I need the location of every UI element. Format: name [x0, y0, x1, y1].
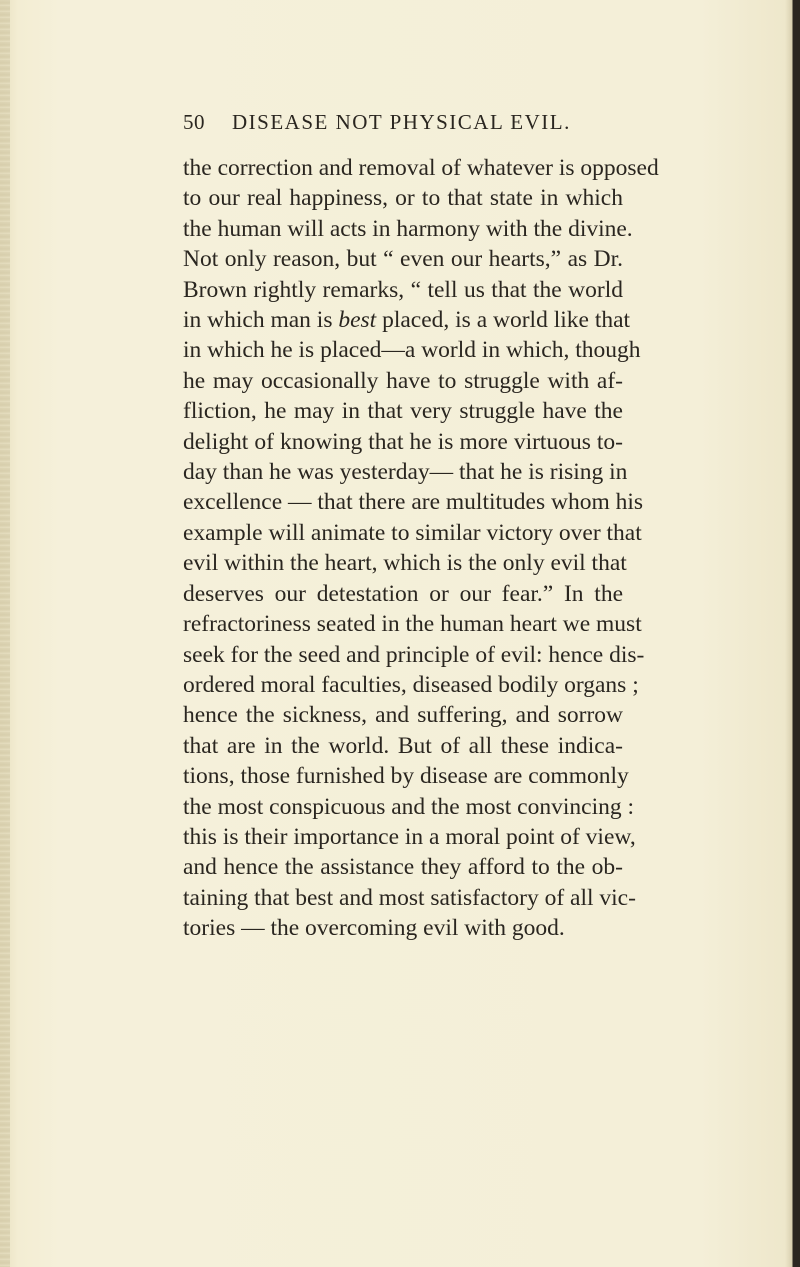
text-line: that are in the world. But of all these indica-	[183, 732, 623, 759]
text-line: the correction and removal of whatever is opposed	[183, 155, 659, 181]
text-line: fliction, he may in that very struggle have the	[183, 398, 623, 425]
text-span: placed, is a world like that	[376, 307, 631, 334]
text-line: the most conspicuous and the most convincing :	[183, 793, 635, 820]
text-line: in which he is placed—a world in which, though	[183, 337, 641, 364]
text-line: Not only reason, but “ even our hearts,” as Dr.	[183, 246, 623, 273]
text-line: tories — the overcoming evil with good.	[183, 915, 565, 942]
running-head: DISEASE NOT PHYSICAL EVIL.	[232, 110, 571, 134]
text-line: the human will acts in harmony with the divine.	[183, 215, 633, 242]
text-line: excellence — that there are multitudes whom his	[183, 489, 644, 516]
text-line: evil within the heart, which is the only evil that	[183, 550, 627, 577]
text-line: he may occasionally have to struggle with af-	[183, 367, 623, 394]
text-line: seek for the seed and principle of evil: hence dis-	[183, 641, 645, 668]
text-line: refractoriness seated in the human heart we must	[183, 611, 642, 638]
text-line: deserves our detestation or our fear.” In the	[183, 580, 623, 607]
page-number: 50	[183, 110, 205, 134]
page-header	[183, 110, 623, 140]
text-line: tions, those furnished by disease are commonly	[183, 763, 629, 790]
text-line: to our real happiness, or to that state in which	[183, 185, 623, 212]
emphasis-best: best	[338, 307, 377, 334]
text-line: this is their importance in a moral point of view,	[183, 823, 636, 850]
text-line	[183, 305, 631, 335]
text-line: hence the sickness, and suffering, and sorrow	[183, 702, 623, 729]
body-text	[183, 153, 659, 944]
text-line: delight of knowing that he is more virtuous to-	[183, 428, 623, 455]
text-span: in which man is	[183, 307, 339, 334]
text-line: ordered moral faculties, diseased bodily organs ;	[183, 671, 639, 698]
text-line: taining that best and most satisfactory of all vic-	[183, 884, 636, 911]
text-line: Brown rightly remarks, “ tell us that the world	[183, 276, 623, 303]
page-gutter	[0, 0, 10, 1267]
text-line: example will animate to similar victory over that	[183, 519, 642, 546]
text-line: and hence the assistance they afford to the ob-	[183, 854, 623, 881]
text-line: day than he was yesterday— that he is rising in	[183, 459, 628, 486]
